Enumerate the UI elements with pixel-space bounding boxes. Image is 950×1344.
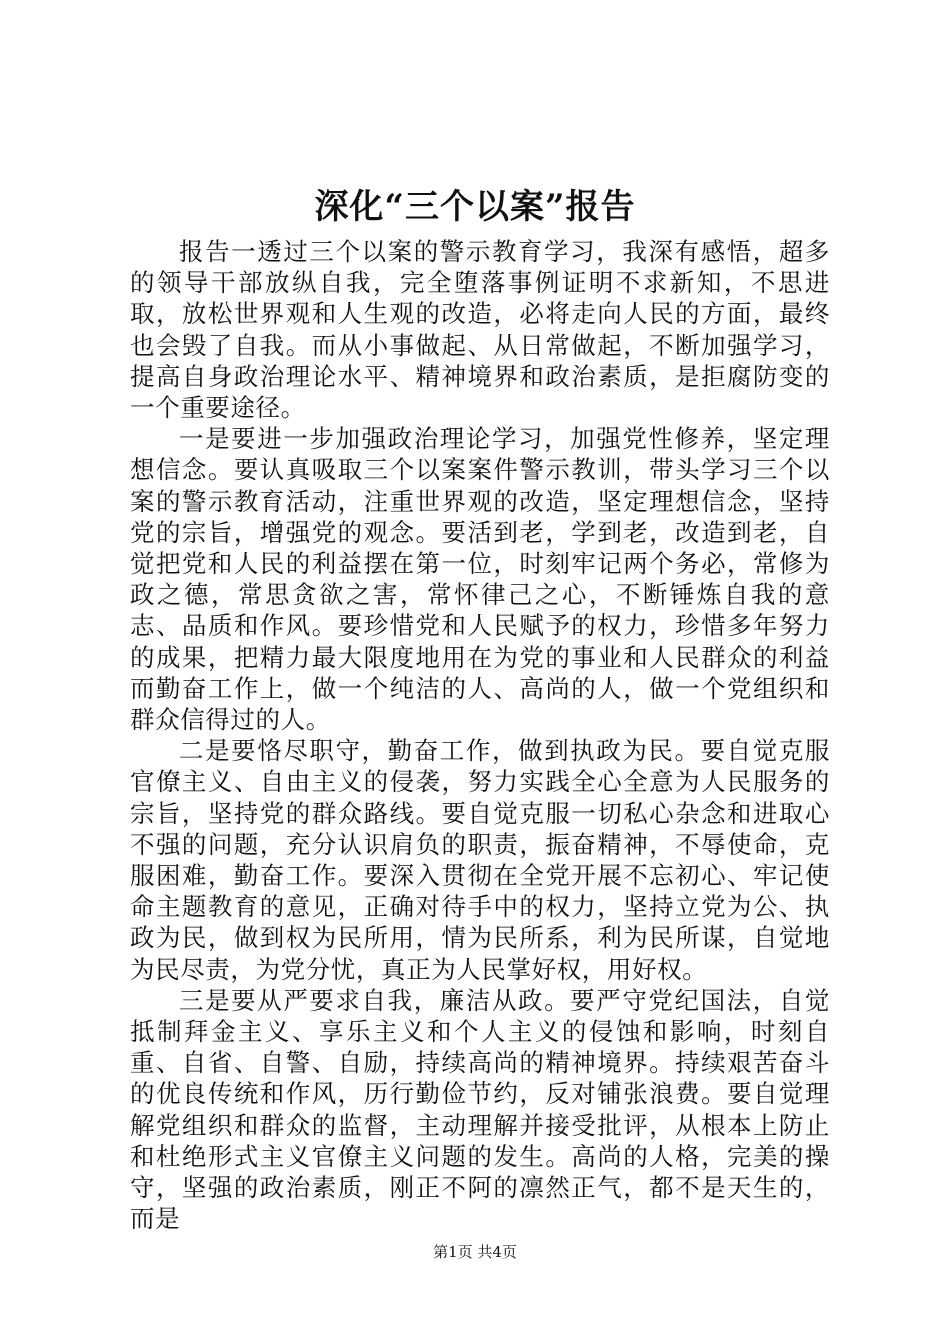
document-title: 深化“三个以案”报告 (314, 187, 636, 227)
paragraph-intro: 报告一透过三个以案的警示教育学习，我深有感悟，超多的领导干部放纵自我，完全堕落事例证明不求新知，不思进取，放松世界观和人生观的改造，必将走向人民的方面，最终也会毁了自我。而从小事做起、从日常做起，不断加强学习，提高自身政治理论水平、精神境界和政治素质，是拒腐防变的一个重要途径。 (130, 237, 830, 423)
paragraph-point-one: 一是要进一步加强政治理论学习，加强党性修养，坚定理想信念。要认真吸取三个以案案件警示教训，带头学习三个以案的警示教育活动，注重世界观的改造，坚定理想信念，坚持党的宗旨，增强党的观念。要活到老，学到老，改造到老，自觉把党和人民的利益摆在第一位，时刻牢记两个务必，常修为政之德，常思贪欲之害，常怀律己之心，不断锤炼自我的意志、品质和作风。要珍惜党和人民赋予的权力，珍惜多年努力的成果，把精力最大限度地用在为党的事业和人民群众的利益而勤奋工作上，做一个纯洁的人、高尚的人，做一个党组织和群众信得过的人。 (130, 424, 830, 735)
document-body (130, 236, 830, 1235)
paragraph-point-two: 二是要恪尽职守，勤奋工作，做到执政为民。要自觉克服官僚主义、自由主义的侵袭，努力实践全心全意为人民服务的宗旨，坚持党的群众路线。要自觉克服一切私心杂念和进取心不强的问题，充分认识肩负的职责，振奋精神，不辱使命，克服困难，勤奋工作。要深入贯彻在全党开展不忘初心、牢记使命主题教育的意见，正确对待手中的权力，坚持立党为公、执政为民，做到权为民所用，情为民所系，利为民所谋，自觉地为民尽责，为党分忧，真正为人民掌好权，用好权。 (130, 736, 830, 984)
page-number-footer: 第1页 共4页 (433, 1243, 517, 1261)
paragraph-point-three: 三是要从严要求自我，廉洁从政。要严守党纪国法，自觉抵制拜金主义、享乐主义和个人主义的侵蚀和影响，时刻自重、自省、自警、自励，持续高尚的精神境界。持续艰苦奋斗的优良传统和作风，历行勤俭节约，反对铺张浪费。要自觉理解党组织和群众的监督，主动理解并接受批评，从根本上防止和杜绝形式主义官僚主义问题的发生。高尚的人格，完美的操守，坚强的政治素质，刚正不阿的凛然正气，都不是天生的，而是 (130, 985, 830, 1234)
